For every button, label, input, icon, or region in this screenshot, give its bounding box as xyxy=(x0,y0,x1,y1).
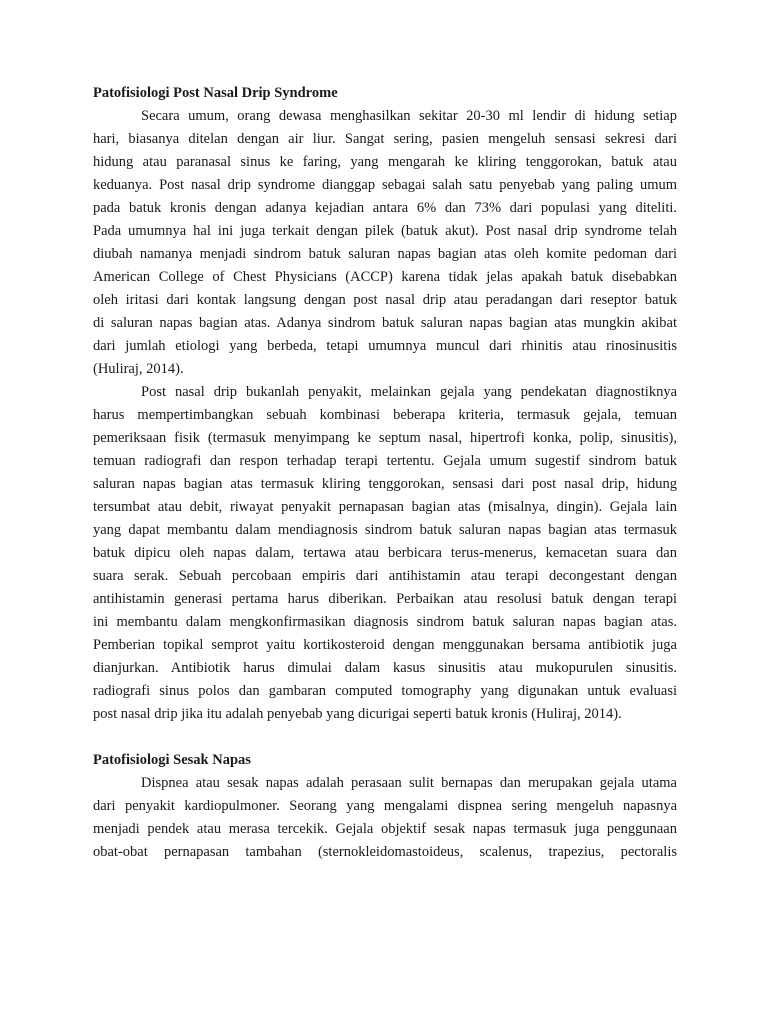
text-line: Post nasal drip bukanlah penyakit, melainkan gejala yang pendekatan diagnostiknya xyxy=(141,384,677,400)
text-line: radiografi sinus polos dan gambaran computed tomography yang digunakan untuk evaluasi xyxy=(93,683,677,699)
section-heading-sesak-napas: Patofisiologi Sesak Napas xyxy=(93,752,251,768)
text-line: Secara umum, orang dewasa menghasilkan sekitar 20-30 ml lendir di hidung setiap xyxy=(141,108,677,124)
text-line: Pemberian topikal semprot yaitu kortikosteroid dengan menggunakan bersama antibiotik juga xyxy=(93,637,677,653)
text-line: dianjurkan. Antibiotik harus dimulai dalam kasus sinusitis atau mukopurulen sinusitis. xyxy=(93,660,677,676)
text-line: Dispnea atau sesak napas adalah perasaan sulit bernapas dan merupakan gejala utama xyxy=(141,775,677,791)
text-line: Pada umumnya hal ini juga terkait dengan pilek (batuk akut). Post nasal drip syndrome telah xyxy=(93,223,677,239)
text-line: di saluran napas bagian atas. Adanya sindrom batuk saluran napas bagian atas mungkin akibat xyxy=(93,315,677,331)
document-page xyxy=(93,82,677,864)
text-line: tersumbat atau debit, riwayat penyakit pernapasan bagian atas (misalnya, dingin). Gejala lain xyxy=(93,499,677,515)
text-line: antihistamin generasi pertama harus diberikan. Perbaikan atau resolusi batuk dengan terapi xyxy=(93,591,677,607)
text-line: harus mempertimbangkan sebuah kombinasi beberapa kriteria, termasuk gejala, temuan xyxy=(93,407,677,423)
text-line: post nasal drip jika itu adalah penyebab yang dicurigai seperti batuk kronis (Huliraj, 2014). xyxy=(93,706,622,722)
text-line: dari penyakit kardiopulmoner. Seorang yang mengalami dispnea sering mengeluh napasnya xyxy=(93,798,677,814)
section-spacer xyxy=(93,726,677,749)
text-line: menjadi pendek atau merasa tercekik. Gejala objektif sesak napas termasuk juga penggunaan xyxy=(93,821,677,837)
text-line: saluran napas bagian atas termasuk kliring tenggorokan, sensasi dari post nasal drip, hidung xyxy=(93,476,677,492)
text-line: hidung atau paranasal sinus ke faring, yang mengarah ke kliring tenggorokan, batuk atau xyxy=(93,154,677,170)
paragraph-post-nasal-drip-overview xyxy=(93,105,677,381)
text-line: pada batuk kronis dengan adanya kejadian antara 6% dan 73% dari populasi yang diteliti. xyxy=(93,200,677,216)
text-line: pemeriksaan fisik (termasuk menyimpang ke septum nasal, hipertrofi konka, polip, sinusitis), xyxy=(93,430,677,446)
section-heading-post-nasal-drip: Patofisiologi Post Nasal Drip Syndrome xyxy=(93,85,338,101)
text-line: oleh iritasi dari kontak langsung dengan post nasal drip atau peradangan dari reseptor batuk xyxy=(93,292,677,308)
text-line: hari, biasanya ditelan dengan air liur. Sangat sering, pasien mengeluh sensasi sekresi dari xyxy=(93,131,677,147)
text-line: American College of Chest Physicians (ACCP) karena tidak jelas apakah batuk disebabkan xyxy=(93,269,677,285)
paragraph-post-nasal-drip-diagnosis xyxy=(93,381,677,726)
text-line: keduanya. Post nasal drip syndrome dianggap sebagai salah satu penyebab yang paling umum xyxy=(93,177,677,193)
text-line: suara serak. Sebuah percobaan empiris dari antihistamin atau terapi decongestant dengan xyxy=(93,568,677,584)
paragraph-sesak-napas xyxy=(93,772,677,864)
text-line: diubah namanya menjadi sindrom batuk saluran napas bagian atas oleh komite pedoman dari xyxy=(93,246,677,262)
text-line: batuk dipicu oleh napas dalam, tertawa atau berbicara terus-menerus, kemacetan suara dan xyxy=(93,545,677,561)
text-line: ini membantu dalam mengkonfirmasikan diagnosis sindrom batuk saluran napas bagian atas. xyxy=(93,614,677,630)
text-line: obat-obat pernapasan tambahan (sternokleidomastoideus, scalenus, trapezius, pectoralis xyxy=(93,844,677,860)
text-line: dari jumlah etiologi yang berbeda, tetapi umumnya muncul dari rhinitis atau rinosinusitis xyxy=(93,338,677,354)
text-line: temuan radiografi dan respon terhadap terapi tertentu. Gejala umum sugestif sindrom batuk xyxy=(93,453,677,469)
text-line: yang dapat membantu dalam mendiagnosis sindrom batuk saluran napas bagian atas termasuk xyxy=(93,522,677,538)
text-line: (Huliraj, 2014). xyxy=(93,361,184,377)
